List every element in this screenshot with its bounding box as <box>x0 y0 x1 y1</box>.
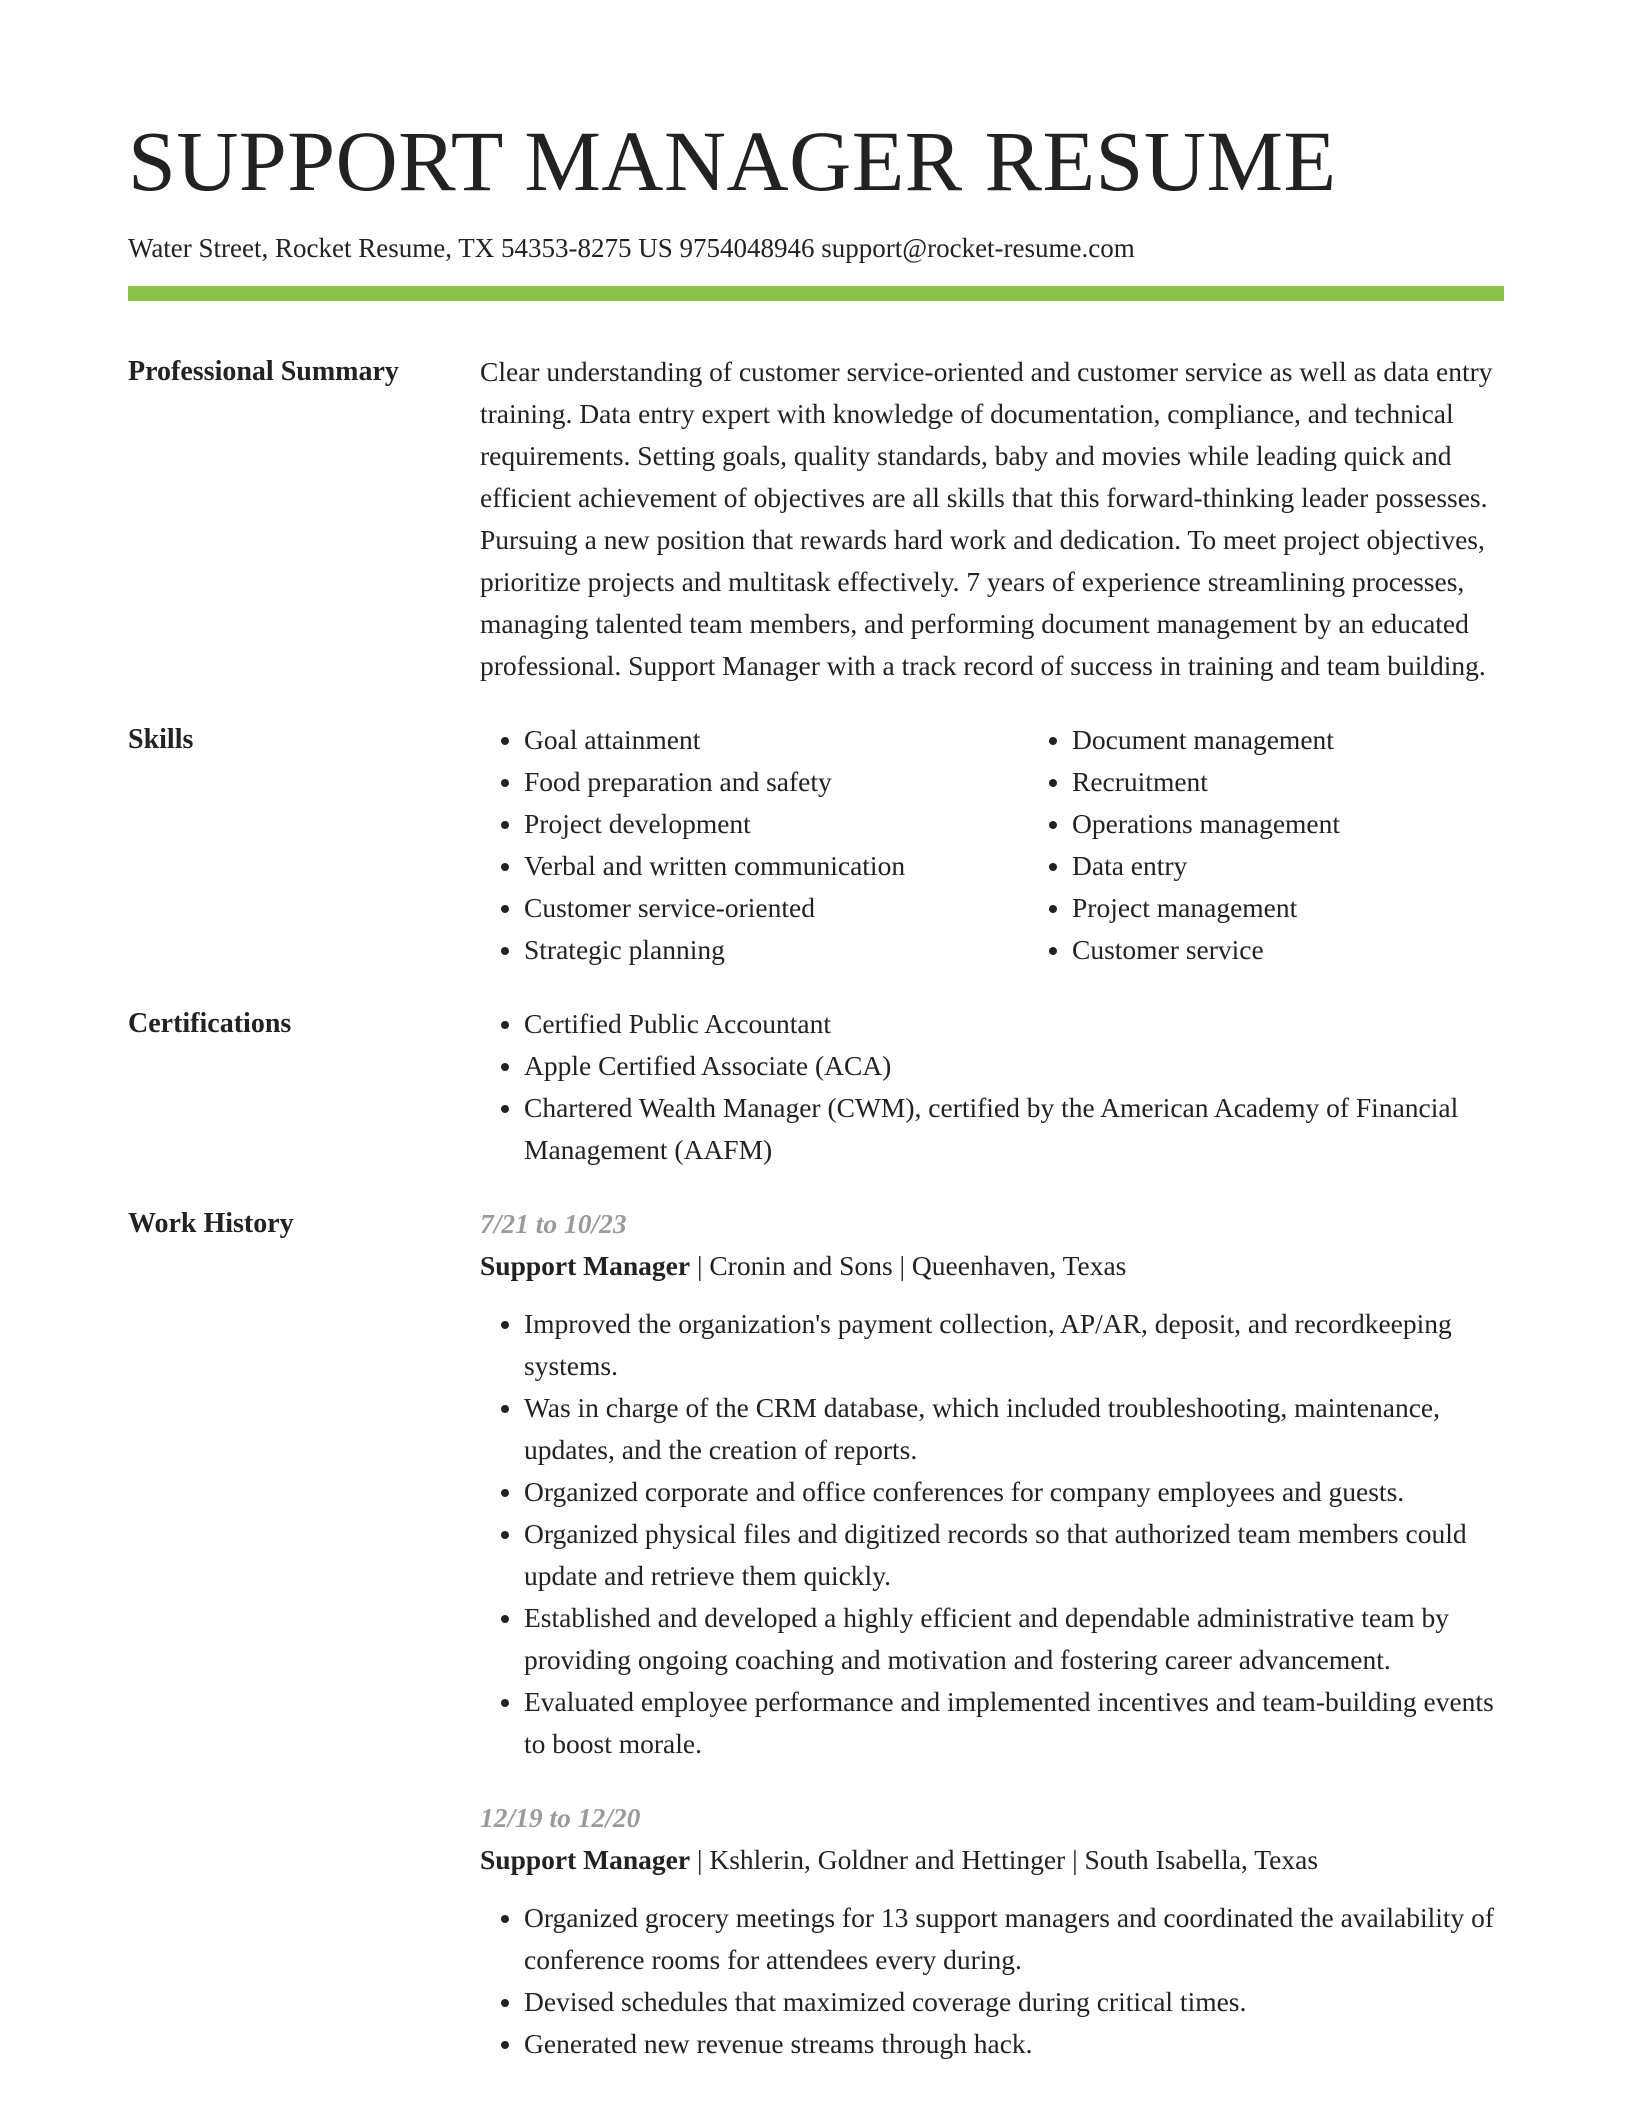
job-title: Support Manager <box>480 1250 691 1282</box>
skill-item: • Strategic planning <box>524 929 1028 971</box>
section-label-work-history: Work History <box>128 1208 294 1240</box>
job-bullet: • Organized physical files and digitized records so that authorized team members could update and retrieve them quickly. <box>524 1513 1504 1597</box>
skill-item: • Project development <box>524 803 1028 845</box>
skill-item: • Data entry <box>1072 845 1576 887</box>
professional-summary-section <box>128 351 1504 687</box>
job-bullet: • Generated new revenue streams through hack. <box>524 2023 1504 2065</box>
job-bullets <box>480 1897 1504 2065</box>
job-bullet: • Was in charge of the CRM database, which included troubleshooting, maintenance, updates, and the creation of reports. <box>524 1387 1504 1471</box>
certification-item: • Certified Public Accountant <box>524 1003 1504 1045</box>
job-heading <box>480 1839 1504 1881</box>
job-bullet: • Improved the organization's payment collection, AP/AR, deposit, and recordkeeping systems. <box>524 1303 1504 1387</box>
skill-item: • Goal attainment <box>524 719 1028 761</box>
certifications-list <box>480 1003 1504 1171</box>
skill-item: • Customer service-oriented <box>524 887 1028 929</box>
summary-text: Clear understanding of customer service-oriented and customer service as well as data entry training. Data entry expert with knowledge of documentation, compliance, and technical requirements. Setting goals, quality standards, baby and movies while leading quick and efficient achievement of objectives are all skills that this forward-thinking leader possesses. Pursuing a new position that rewards hard work and dedication. To meet project objectives, prioritize projects and multitask effectively. 7 years of experience streamlining processes, managing talented team members, and performing document management by an educated professional. Support Manager with a track record of success in training and team building. <box>480 356 1493 682</box>
job-heading <box>480 1245 1504 1287</box>
job-bullet: • Organized grocery meetings for 13 support managers and coordinated the availability of conference rooms for attendees every during. <box>524 1897 1504 1981</box>
job-dates: 7/21 to 10/23 <box>480 1208 627 1240</box>
job-title: Support Manager <box>480 1844 691 1876</box>
certifications-section <box>128 1003 1504 1171</box>
skill-item: • Document management <box>1072 719 1576 761</box>
section-label-skills: Skills <box>128 724 194 756</box>
job-entry <box>480 1797 1504 2065</box>
job-entry <box>480 1203 1504 1765</box>
skill-item: • Recruitment <box>1072 761 1576 803</box>
job-details: | Cronin and Sons | Queenhaven, Texas <box>690 1250 1127 1282</box>
contact-line: Water Street, Rocket Resume, TX 54353-8275 US 9754048946 support@rocket-resume.com <box>128 233 1135 263</box>
skill-item: • Food preparation and safety <box>524 761 1028 803</box>
job-bullet: • Organized corporate and office conferences for company employees and guests. <box>524 1471 1504 1513</box>
certification-item: • Chartered Wealth Manager (CWM), certified by the American Academy of Financial Management (AAFM) <box>524 1087 1504 1171</box>
job-bullet: • Established and developed a highly efficient and dependable administrative team by providing ongoing coaching and motivation and fostering career advancement. <box>524 1597 1504 1681</box>
skill-item: • Customer service <box>1072 929 1576 971</box>
skills-list-left <box>480 719 1028 971</box>
job-bullet: • Devised schedules that maximized coverage during critical times. <box>524 1981 1504 2023</box>
header-divider <box>128 286 1504 301</box>
page-title: SUPPORT MANAGER RESUME <box>128 113 1337 209</box>
work-history-section <box>128 1203 1504 2065</box>
skills-list-right <box>1028 719 1576 971</box>
job-bullet: • Evaluated employee performance and implemented incentives and team-building events to boost morale. <box>524 1681 1504 1765</box>
job-dates: 12/19 to 12/20 <box>480 1802 641 1834</box>
job-bullets <box>480 1303 1504 1765</box>
certification-item: • Apple Certified Associate (ACA) <box>524 1045 1504 1087</box>
section-label-certifications: Certifications <box>128 1008 292 1040</box>
skills-section <box>128 719 1504 971</box>
section-label-summary: Professional Summary <box>128 356 399 388</box>
skill-item: • Verbal and written communication <box>524 845 1028 887</box>
job-details: | Kshlerin, Goldner and Hettinger | South Isabella, Texas <box>690 1844 1319 1876</box>
skill-item: • Operations management <box>1072 803 1576 845</box>
skill-item: • Project management <box>1072 887 1576 929</box>
